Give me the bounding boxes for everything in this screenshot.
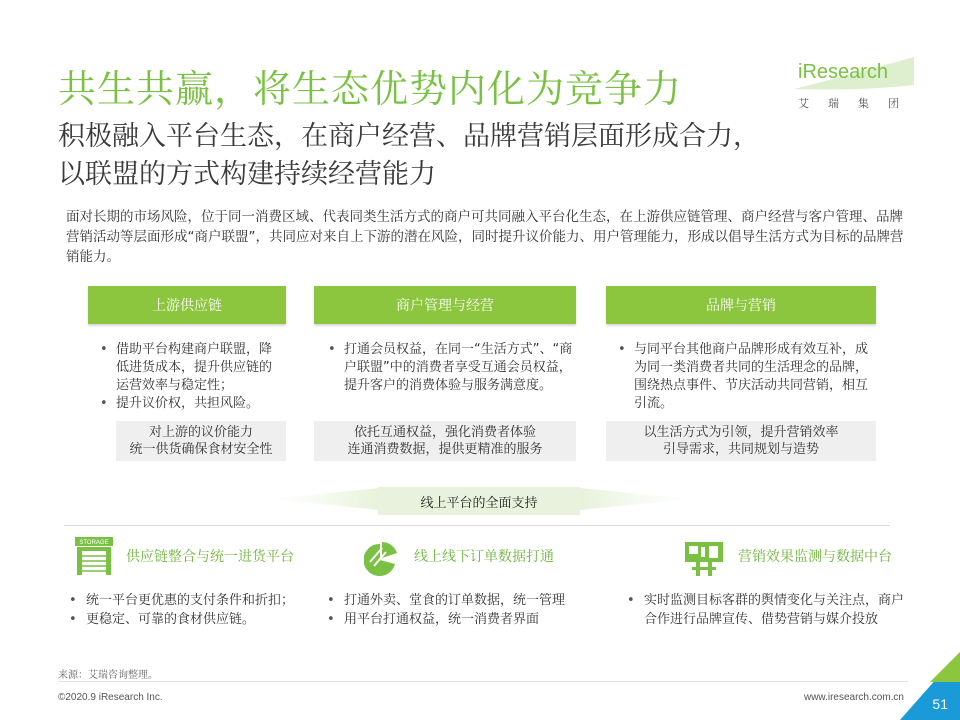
page-subtitle (58, 118, 918, 194)
column-bullets-supply-chain (96, 341, 276, 413)
page-number: 51 (932, 696, 948, 712)
column-header-brand-marketing: 品牌与营销 (606, 286, 876, 324)
logo-subtext: 艾瑞集团 (798, 97, 918, 110)
feature-title-supply-platform: 供应链整合与统一进货平台 (126, 549, 294, 565)
feature-bullets-order-data (324, 591, 584, 629)
list-item: • 提升议价权，共担风险。 (96, 395, 276, 413)
logo-text: iResearch (798, 61, 889, 83)
pie-chart-icon (364, 540, 400, 580)
column-header-merchant-management: 商户管理与经营 (314, 286, 576, 324)
list-item: • 更稳定、可靠的食材供应链。 (66, 610, 316, 629)
list-item: • 用平台打通权益，统一消费者界面 (324, 610, 584, 629)
summary-box-brand-marketing (606, 421, 876, 461)
summary-line: 依托互通权益，强化消费者体验 (353, 425, 536, 440)
summary-line: 以生活方式为引领，提升营销效率 (643, 425, 839, 440)
feature-bullets-marketing-monitor (624, 591, 904, 629)
list-item: • 与同平台其他商户品牌形成有效互补，成为同一类消费者共同的生活理念的品牌，围绕热点事件、节庆活动共同营销，相互引流。 (614, 341, 870, 413)
billboard-icon (684, 538, 724, 582)
subtitle-line-2: 以联盟的方式构建持续经营能力 (58, 159, 436, 190)
list-item: • 打通外卖、堂食的订单数据，统一管理 (324, 591, 584, 610)
summary-line: 统一供货确保食材安全性 (129, 442, 273, 457)
feature-title-order-data: 线上线下订单数据打通 (414, 549, 554, 565)
column-bullets-brand-marketing (614, 341, 870, 413)
section-divider (64, 525, 890, 526)
iresearch-logo (790, 55, 920, 115)
list-item: • 打通会员权益，在同一“生活方式”、“商户联盟”中的消费者享受互通会员权益，提升客户的消费体验与服务满意度。 (324, 341, 580, 395)
column-header-supply-chain: 上游供应链 (88, 286, 286, 324)
feature-bullets-supply-platform (66, 591, 316, 629)
summary-line: 引导需求，共同规划与造势 (662, 442, 819, 457)
summary-line: 对上游的议价能力 (148, 425, 253, 440)
storage-icon-label: STORAGE (79, 540, 109, 546)
intro-paragraph: 面对长期的市场风险，位于同一消费区域、代表同类生活方式的商户可共同融入平台化生态，在上游供应链管理、商户经营与客户管理、品牌营销活动等层面形成“商户联盟”，共同应对来自上下游的潜在风险，同时提升议价能力、用户管理能力，形成以倡导生活方式为目标的品牌营销能力。 (66, 209, 904, 265)
column-bullets-merchant-management (324, 341, 580, 395)
corner-decoration (900, 652, 960, 720)
summary-line: 连通消费数据，提供更精准的服务 (347, 442, 543, 457)
subtitle-line-1: 积极融入平台生态，在商户经营、品牌营销层面形成合力， (58, 121, 760, 152)
summary-box-merchant-management (314, 421, 576, 461)
source-note: 来源：艾瑞咨询整理。 (58, 670, 158, 681)
list-item: • 借助平台构建商户联盟，降低进货成本，提升供应链的运营效率与稳定性； (96, 341, 276, 395)
storage-icon (74, 536, 114, 580)
copyright: ©2020.9 iResearch Inc. (58, 692, 163, 703)
platform-support-label: 线上平台的全面支持 (378, 487, 580, 515)
footer-divider (58, 681, 908, 682)
list-item: • 实时监测目标客群的舆情变化与关注点，商户合作进行品牌宣传、借势营销与媒介投放 (624, 591, 904, 629)
summary-box-supply-chain (116, 421, 286, 461)
website-url: www.iresearch.com.cn (803, 692, 904, 703)
page-title: 共生共赢，将生态优势内化为竞争力 (58, 67, 683, 111)
list-item: • 统一平台更优惠的支付条件和折扣； (66, 591, 316, 610)
feature-title-marketing-monitor: 营销效果监测与数据中台 (738, 549, 892, 565)
